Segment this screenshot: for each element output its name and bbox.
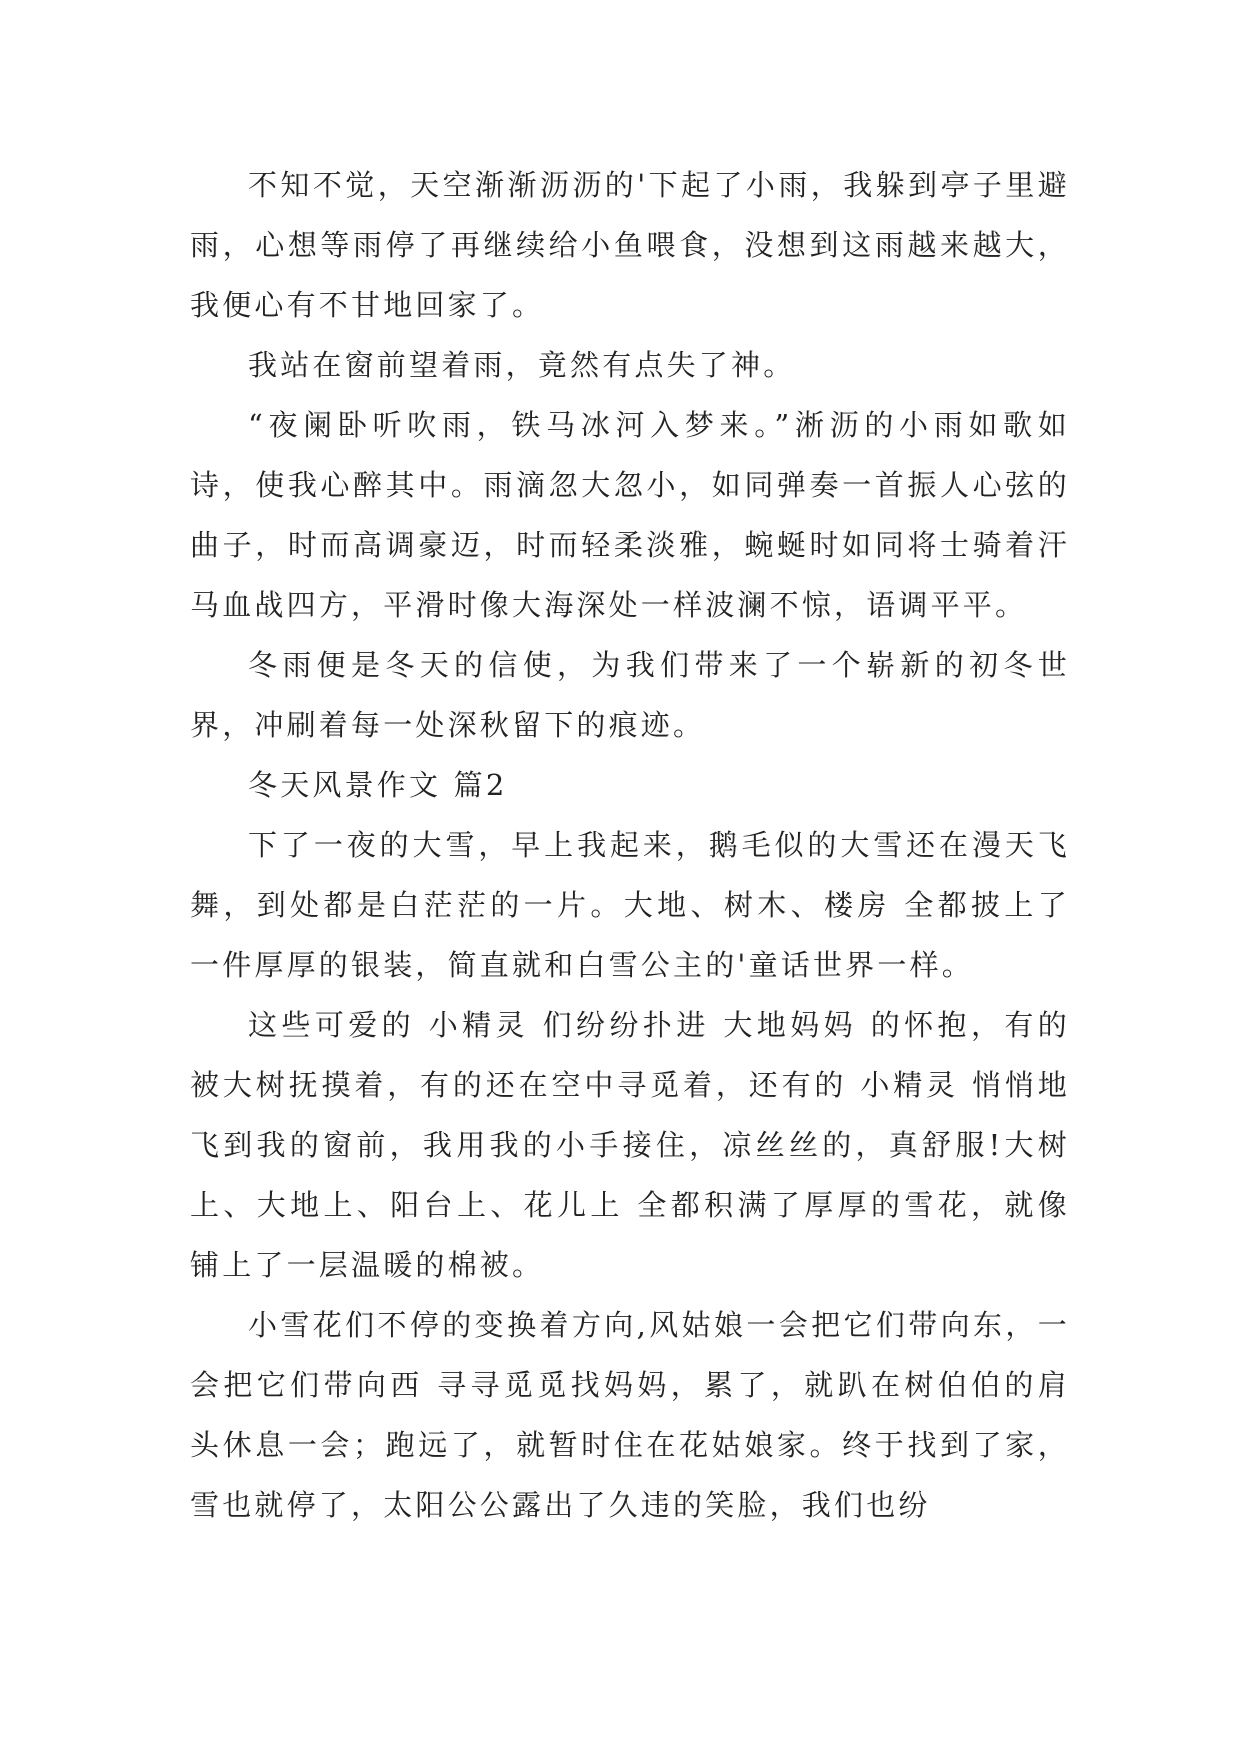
paragraph: 不知不觉，天空渐渐沥沥的'下起了小雨，我躲到亭子里避雨，心想等雨停了再继续给小鱼喂食，没想到这雨越来越大，我便心有不甘地回家了。 — [190, 168, 1070, 322]
paragraph: 这些可爱的 小精灵 们纷纷扑进 大地妈妈 的怀抱，有的被大树抚摸着，有的还在空中寻觅着，还有的 小精灵 悄悄地飞到我的窗前，我用我的小手接住，凉丝丝的，真舒服!大树上、大地上、阳台上、花儿上 全都积满了厚厚的雪花，就像铺上了一层温暖的棉被。 — [190, 1008, 1070, 1282]
paragraph: 小雪花们不停的变换着方向,风姑娘一会把它们带向东，一会把它们带向西 寻寻觅觅找妈妈，累了，就趴在树伯伯的肩头休息一会；跑远了，就暂时住在花姑娘家。终于找到了家，雪也就停了，太阳公公露出了久违的笑脸，我们也纷 — [190, 1308, 1070, 1522]
paragraph: 下了一夜的大雪，早上我起来，鹅毛似的大雪还在漫天飞舞，到处都是白茫茫的一片。大地、树木、楼房 全都披上了一件厚厚的银装，简直就和白雪公主的'童话世界一样。 — [190, 828, 1070, 982]
paragraph: 我站在窗前望着雨，竟然有点失了神。 — [248, 348, 796, 382]
section-heading: 冬天风景作文 篇2 — [248, 768, 508, 802]
essay-body — [190, 155, 1070, 1535]
paragraph: “夜阑卧听吹雨，铁马冰河入梦来。”淅沥的小雨如歌如诗，使我心醉其中。雨滴忽大忽小，如同弹奏一首振人心弦的曲子，时而高调豪迈，时而轻柔淡雅，蜿蜒时如同将士骑着汗马血战四方，平滑时像大海深处一样波澜不惊，语调平平。 — [190, 408, 1070, 622]
paragraph: 冬雨便是冬天的信使，为我们带来了一个崭新的初冬世界，冲刷着每一处深秋留下的痕迹。 — [190, 648, 1070, 742]
